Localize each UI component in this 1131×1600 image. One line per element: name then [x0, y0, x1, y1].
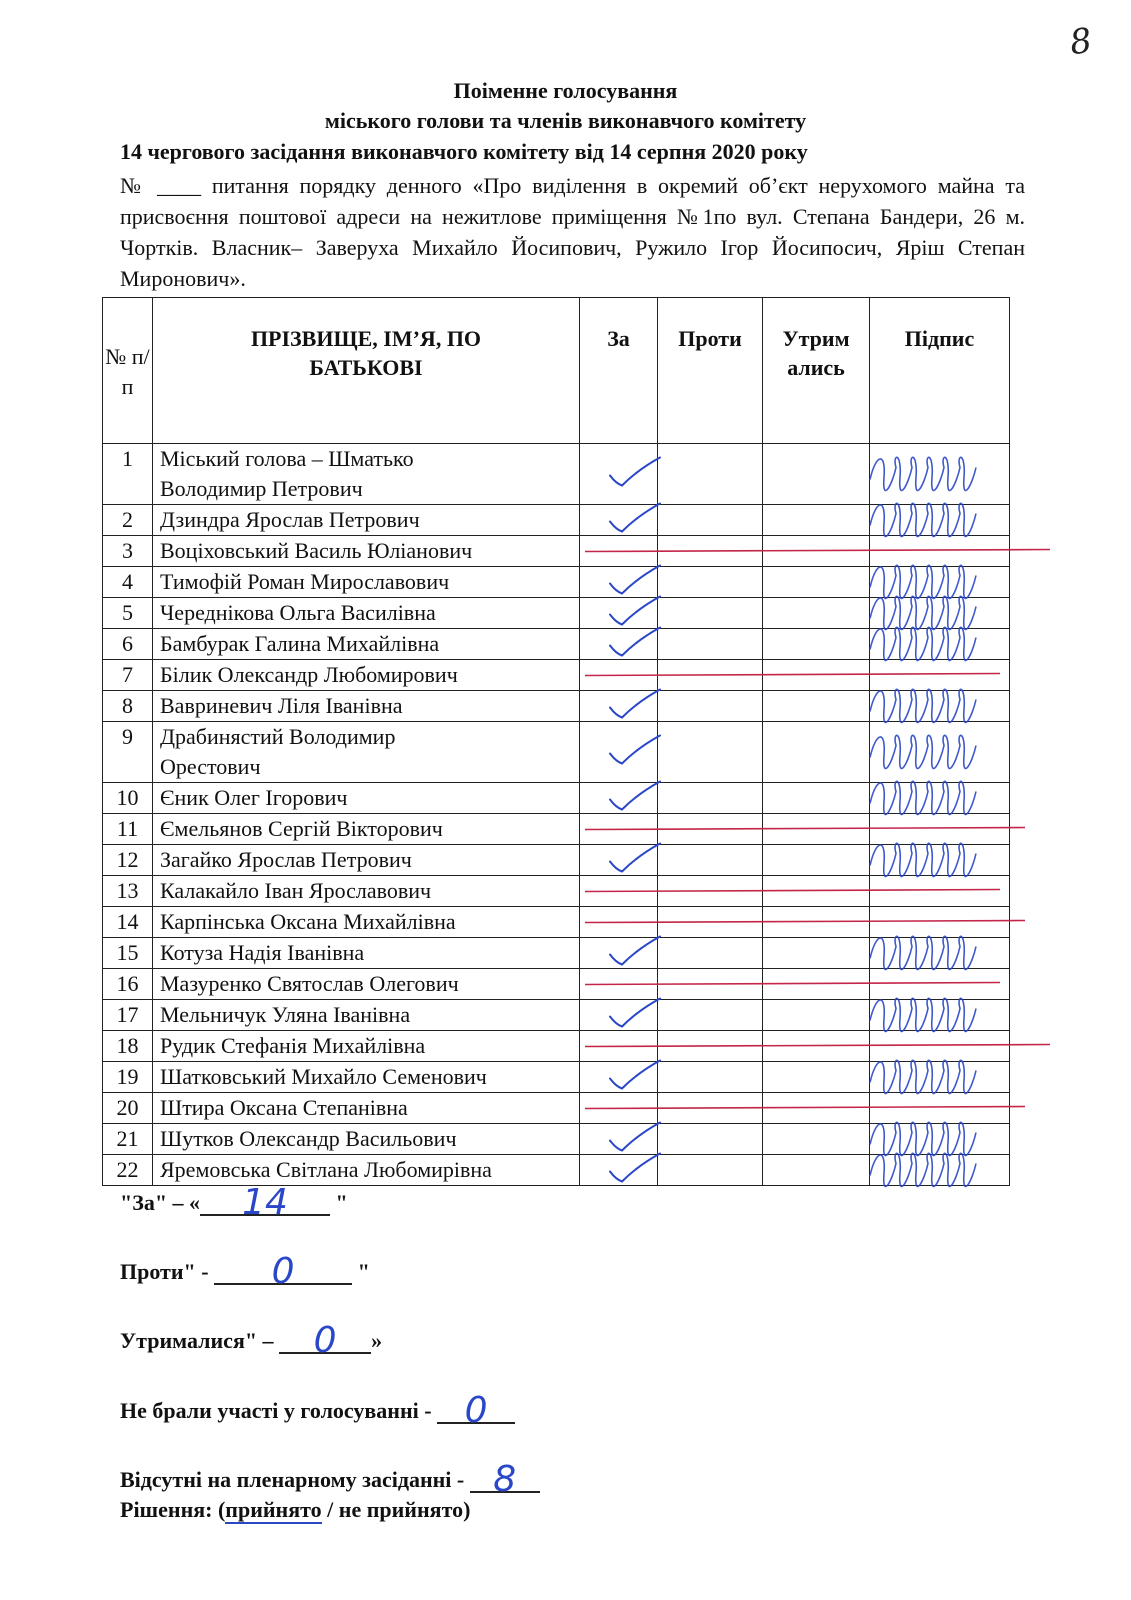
row-name: [153, 783, 580, 814]
row-name: [153, 660, 580, 691]
row-name-line: Мельничук Уляна Іванівна: [160, 1002, 411, 1027]
row-number: 8: [103, 691, 153, 722]
row-number: 2: [103, 505, 153, 536]
row-signature-cell: [870, 444, 1010, 505]
table-row: [103, 629, 1010, 660]
row-abstain-cell: [763, 1031, 870, 1062]
row-signature-cell: [870, 691, 1010, 722]
row-name: [153, 876, 580, 907]
row-against-cell: [658, 505, 763, 536]
row-name-line: Воціховський Василь Юліанович: [160, 538, 473, 563]
row-signature-cell: [870, 1000, 1010, 1031]
row-abstain-cell: [763, 938, 870, 969]
vote-table-header: [103, 298, 1010, 444]
row-name-line: Володимир Петрович: [160, 476, 363, 501]
table-row: [103, 814, 1010, 845]
row-against-cell: [658, 969, 763, 1000]
row-for-cell: [580, 505, 658, 536]
decision-sep: /: [321, 1497, 339, 1522]
row-name: [153, 938, 580, 969]
row-abstain-cell: [763, 598, 870, 629]
row-for-cell: [580, 1093, 658, 1124]
row-number: 16: [103, 969, 153, 1000]
col-against-header: Проти: [658, 298, 763, 444]
row-against-cell: [658, 1155, 763, 1186]
row-abstain-cell: [763, 505, 870, 536]
row-against-cell: [658, 444, 763, 505]
row-against-cell: [658, 814, 763, 845]
row-against-cell: [658, 691, 763, 722]
row-name-line: Мазуренко Святослав Олегович: [160, 971, 459, 996]
page-number: 8: [1067, 20, 1095, 64]
summary-for-value: 14: [242, 1182, 288, 1223]
col-name-header: ПРІЗВИЩЕ, ІМ’Я, ПО БАТЬКОВІ: [153, 298, 580, 444]
row-number: 6: [103, 629, 153, 660]
row-signature-cell: [870, 1062, 1010, 1093]
row-against-cell: [658, 876, 763, 907]
row-name-line: Вавриневич Ліля Іванівна: [160, 693, 403, 718]
row-for-cell: [580, 1031, 658, 1062]
row-abstain-cell: [763, 969, 870, 1000]
row-number: 18: [103, 1031, 153, 1062]
row-name: [153, 907, 580, 938]
col-for-header: За: [580, 298, 658, 444]
table-row: [103, 505, 1010, 536]
table-row: [103, 907, 1010, 938]
row-signature-cell: [870, 567, 1010, 598]
row-for-cell: [580, 660, 658, 691]
row-name: [153, 1124, 580, 1155]
doc-title: Поіменне голосування: [453, 78, 678, 103]
row-against-cell: [658, 907, 763, 938]
row-abstain-cell: [763, 907, 870, 938]
row-for-cell: [580, 907, 658, 938]
decision-line: [120, 1497, 470, 1523]
row-for-cell: [580, 845, 658, 876]
row-name: [153, 444, 580, 505]
row-name-line: Шутков Олександр Васильович: [160, 1126, 457, 1151]
row-against-cell: [658, 1031, 763, 1062]
row-for-cell: [580, 1000, 658, 1031]
row-number: 15: [103, 938, 153, 969]
col-signature-header: Підпис: [870, 298, 1010, 444]
row-abstain-cell: [763, 876, 870, 907]
row-for-cell: [580, 814, 658, 845]
row-abstain-cell: [763, 629, 870, 660]
summary-against: [120, 1251, 370, 1292]
row-signature-cell: [870, 814, 1010, 845]
row-abstain-cell: [763, 444, 870, 505]
row-for-cell: [580, 876, 658, 907]
row-for-cell: [580, 598, 658, 629]
row-signature-cell: [870, 598, 1010, 629]
row-name: [153, 845, 580, 876]
row-signature-cell: [870, 783, 1010, 814]
row-number: 13: [103, 876, 153, 907]
row-signature-cell: [870, 969, 1010, 1000]
row-signature-cell: [870, 1124, 1010, 1155]
table-row: [103, 598, 1010, 629]
table-row: [103, 938, 1010, 969]
table-row: [103, 1000, 1010, 1031]
table-row: [103, 1031, 1010, 1062]
table-row: [103, 1093, 1010, 1124]
decision-label: Рішення: (: [120, 1497, 226, 1522]
row-abstain-cell: [763, 783, 870, 814]
decision-end: ): [463, 1497, 471, 1522]
table-row: [103, 1124, 1010, 1155]
row-abstain-cell: [763, 1000, 870, 1031]
row-name: [153, 691, 580, 722]
row-name: [153, 722, 580, 783]
row-name-line: Калакайло Іван Ярославович: [160, 878, 432, 903]
row-abstain-cell: [763, 814, 870, 845]
table-row: [103, 536, 1010, 567]
table-row: [103, 1155, 1010, 1186]
summary-abstain-value: 0: [313, 1320, 337, 1361]
table-row: [103, 969, 1010, 1000]
summary-against-end: ": [352, 1259, 370, 1284]
row-against-cell: [658, 598, 763, 629]
summary-against-label: Проти" -: [120, 1259, 215, 1284]
row-signature-cell: [870, 938, 1010, 969]
row-against-cell: [658, 629, 763, 660]
row-number: 12: [103, 845, 153, 876]
row-number: 22: [103, 1155, 153, 1186]
row-number: 11: [103, 814, 153, 845]
summary-abstain-end: »: [371, 1328, 383, 1353]
row-against-cell: [658, 722, 763, 783]
row-abstain-cell: [763, 1093, 870, 1124]
row-name-line: Яремовська Світлана Любомирівна: [160, 1157, 492, 1182]
row-for-cell: [580, 691, 658, 722]
row-against-cell: [658, 783, 763, 814]
row-name-line: Єник Олег Ігорович: [160, 785, 348, 810]
summary-for-label: "За" – «: [120, 1190, 201, 1215]
row-name: [153, 567, 580, 598]
row-name-line: Білик Олександр Любомирович: [160, 662, 458, 687]
row-abstain-cell: [763, 845, 870, 876]
row-abstain-cell: [763, 1062, 870, 1093]
row-signature-cell: [870, 907, 1010, 938]
summary-for: [120, 1182, 348, 1223]
row-abstain-cell: [763, 1155, 870, 1186]
row-against-cell: [658, 1062, 763, 1093]
row-name-line: Драбинястий Володимир: [160, 724, 396, 749]
row-number: 20: [103, 1093, 153, 1124]
row-name-line: Карпінська Оксана Михайлівна: [160, 909, 456, 934]
row-name: [153, 1031, 580, 1062]
row-signature-cell: [870, 629, 1010, 660]
table-row: [103, 444, 1010, 505]
row-for-cell: [580, 938, 658, 969]
row-number: 5: [103, 598, 153, 629]
table-row: [103, 876, 1010, 907]
meeting-line: 14 чергового засідання виконавчого комітету від 14 серпня 2020 року: [120, 139, 808, 164]
row-name-line: Міський голова – Шматько: [160, 446, 414, 471]
row-name-line: Штира Оксана Степанівна: [160, 1095, 408, 1120]
table-row: [103, 691, 1010, 722]
row-number: 19: [103, 1062, 153, 1093]
row-name-line: Рудик Стефанія Михайлівна: [160, 1033, 426, 1058]
row-for-cell: [580, 783, 658, 814]
row-abstain-cell: [763, 722, 870, 783]
summary-absent: [120, 1459, 540, 1500]
col-abstain-header: Утрим ались: [763, 298, 870, 444]
row-name-line: Бамбурак Галина Михайлівна: [160, 631, 440, 656]
row-name-line: Тимофій Роман Мирославович: [160, 569, 450, 594]
row-name-line: Загайко Ярослав Петрович: [160, 847, 412, 872]
row-number: 21: [103, 1124, 153, 1155]
row-signature-cell: [870, 536, 1010, 567]
row-for-cell: [580, 1155, 658, 1186]
row-signature-cell: [870, 660, 1010, 691]
row-name: [153, 1000, 580, 1031]
row-for-cell: [580, 969, 658, 1000]
summary-abstain-label: Утрималися" –: [120, 1328, 280, 1353]
row-for-cell: [580, 1062, 658, 1093]
col-num-header: № п/п: [103, 298, 153, 444]
row-for-cell: [580, 722, 658, 783]
row-number: 3: [103, 536, 153, 567]
row-against-cell: [658, 1093, 763, 1124]
row-signature-cell: [870, 845, 1010, 876]
summary-absent-label: Відсутні на пленарному засіданні -: [120, 1467, 470, 1492]
row-for-cell: [580, 567, 658, 598]
row-abstain-cell: [763, 536, 870, 567]
row-name-line: Ємельянов Сергій Вікторович: [160, 816, 443, 841]
row-against-cell: [658, 1124, 763, 1155]
row-against-cell: [658, 660, 763, 691]
row-name: [153, 598, 580, 629]
row-against-cell: [658, 536, 763, 567]
summary-not-voted-value: 0: [464, 1390, 488, 1431]
row-name-line: Котуза Надія Іванівна: [160, 940, 365, 965]
row-name: [153, 536, 580, 567]
row-for-cell: [580, 536, 658, 567]
row-against-cell: [658, 938, 763, 969]
row-signature-cell: [870, 1093, 1010, 1124]
vote-table: [102, 297, 1010, 1186]
row-number: 4: [103, 567, 153, 598]
row-number: 10: [103, 783, 153, 814]
row-for-cell: [580, 1124, 658, 1155]
row-against-cell: [658, 1000, 763, 1031]
summary-abstain: [120, 1320, 383, 1361]
row-name: [153, 505, 580, 536]
row-abstain-cell: [763, 691, 870, 722]
row-name: [153, 1093, 580, 1124]
row-signature-cell: [870, 1155, 1010, 1186]
row-number: 9: [103, 722, 153, 783]
row-abstain-cell: [763, 1124, 870, 1155]
row-abstain-cell: [763, 660, 870, 691]
row-number: 1: [103, 444, 153, 505]
row-against-cell: [658, 845, 763, 876]
decision-accepted: прийнято: [225, 1497, 322, 1522]
row-name-line: Орестович: [160, 754, 261, 779]
summary-for-end: ": [330, 1190, 348, 1215]
row-number: 14: [103, 907, 153, 938]
decision-rejected: не прийнято: [338, 1497, 464, 1522]
table-row: [103, 567, 1010, 598]
row-number: 17: [103, 1000, 153, 1031]
table-row: [103, 722, 1010, 783]
row-against-cell: [658, 567, 763, 598]
row-abstain-cell: [763, 567, 870, 598]
row-number: 7: [103, 660, 153, 691]
row-signature-cell: [870, 722, 1010, 783]
row-signature-cell: [870, 1031, 1010, 1062]
doc-subtitle: міського голови та членів виконавчого комітету: [324, 108, 807, 133]
table-row: [103, 1062, 1010, 1093]
row-name-line: Шатковський Михайло Семенович: [160, 1064, 487, 1089]
agenda-item: № ____ питання порядку денного «Про виділення в окремий об’єкт нерухомого майна та присвоєння поштової адреси на нежитлове приміщення №1по вул. Степана Бандери, 26 м. Чортків. Власник– Заверуха Михайло Йосипович, Ружило Ігор Йосипосич, Яріш Степан Миронович».: [120, 173, 1025, 291]
row-signature-cell: [870, 505, 1010, 536]
summary-not-voted: [120, 1390, 515, 1431]
row-name: [153, 1062, 580, 1093]
table-row: [103, 660, 1010, 691]
row-name: [153, 814, 580, 845]
row-for-cell: [580, 629, 658, 660]
table-row: [103, 845, 1010, 876]
summary-absent-value: 8: [493, 1459, 517, 1500]
row-name: [153, 969, 580, 1000]
row-name-line: Череднікова Ольга Василівна: [160, 600, 436, 625]
row-for-cell: [580, 444, 658, 505]
table-row: [103, 783, 1010, 814]
summary-against-value: 0: [271, 1251, 295, 1292]
summary-not-voted-label: Не брали участі у голосуванні -: [120, 1398, 438, 1423]
row-name: [153, 1155, 580, 1186]
row-signature-cell: [870, 876, 1010, 907]
row-name: [153, 629, 580, 660]
row-name-line: Дзиндра Ярослав Петрович: [160, 507, 420, 532]
